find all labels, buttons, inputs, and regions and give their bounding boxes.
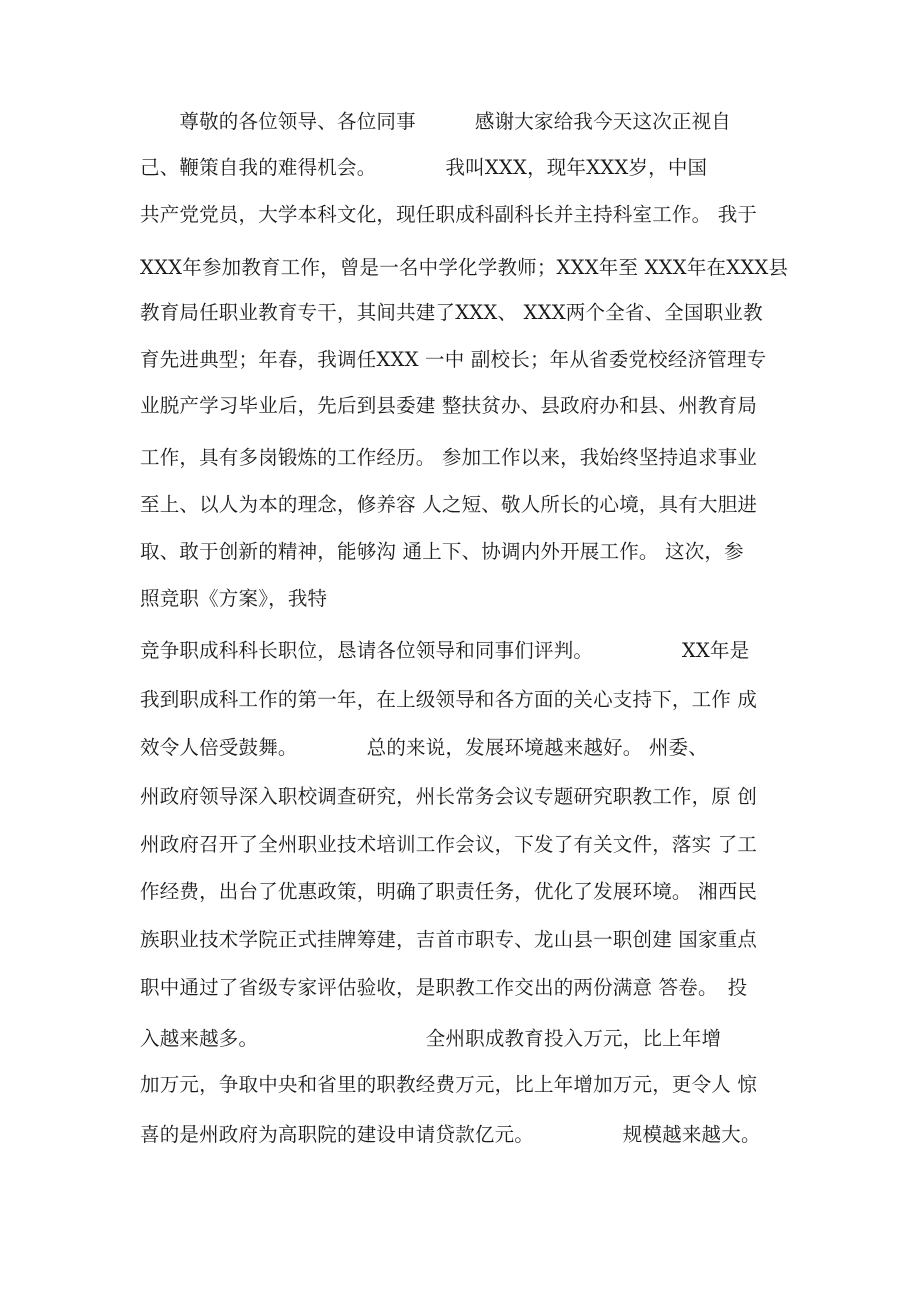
text-line-21: 加万元，争取中央和省里的职教经费万元，比上年增加万元，更令人 惊 bbox=[140, 1073, 758, 1096]
text-line-2: 己、鞭策自我的难得机会。 我叫XXX，现年XXX岁，中国 bbox=[140, 156, 708, 179]
text-line-19: 职中通过了省级专家评估验收，是职教工作交出的两份满意 答卷。 投 bbox=[140, 976, 748, 999]
text-line-10: 取、敢于创新的精神，能够沟 通上下、协调内外开展工作。 这次，参 bbox=[140, 540, 744, 563]
text-line-13: 我到职成科工作的第一年，在上级领导和各方面的关心支持下，工作 成 bbox=[140, 688, 758, 711]
text-line-12: 竞争职成科科长职位，恳请各位领导和同事们评判。 XX年是 bbox=[140, 639, 750, 662]
text-line-8: 工作，具有多岗锻炼的工作经历。 参加工作以来，我始终坚持追求事业 bbox=[140, 446, 758, 469]
text-line-20: 入越来越多。 全州职成教育投入万元，比上年增 bbox=[140, 1027, 722, 1050]
text-line-5: 教育局任职业教育专干，其间共建了XXX、 XXX两个全省、全国职业教 bbox=[140, 301, 763, 324]
text-line-17: 作经费，出台了优惠政策，明确了职责任务，优化了发展环境。 湘西民 bbox=[140, 880, 758, 903]
text-line-15: 州政府领导深入职校调查研究，州长常务会议专题研究职教工作，原 创 bbox=[140, 785, 758, 808]
text-line-14: 效令人倍受鼓舞。 总的来说，发展环境越来越好。 州委、 bbox=[140, 736, 708, 759]
text-line-1: 尊敬的各位领导、各位同事 感谢大家给我今天这次正视自 bbox=[140, 110, 732, 133]
text-line-22: 喜的是州政府为高职院的建设申请贷款亿元。 规模越来越大。 bbox=[140, 1123, 761, 1146]
text-line-4: XXX年参加教育工作，曾是一名中学化学教师；XXX年至 XXX年在XXX县 bbox=[140, 256, 789, 279]
text-line-9: 至上、以人为本的理念，修养容 人之短、敬人所长的心境，具有大胆进 bbox=[140, 493, 758, 516]
text-line-7: 业脱产学习毕业后，先后到县委建 整扶贫办、县政府办和县、州教育局 bbox=[140, 394, 758, 417]
text-line-3: 共产党党员，大学本科文化，现任职成科副科长并主持科室工作。 我于 bbox=[140, 203, 758, 226]
text-line-11: 照竞职《方案》，我特 bbox=[140, 587, 328, 610]
text-line-6: 育先进典型；年春，我调任XXX 一中 副校长；年从省委党校经济管理专 bbox=[140, 348, 767, 371]
text-line-18: 族职业技术学院正式挂牌筹建，吉首市职专、龙山县一职创建 国家重点 bbox=[140, 928, 758, 951]
text-line-16: 州政府召开了全州职业技术培训工作会议，下发了有关文件，落实 了工 bbox=[140, 833, 758, 856]
